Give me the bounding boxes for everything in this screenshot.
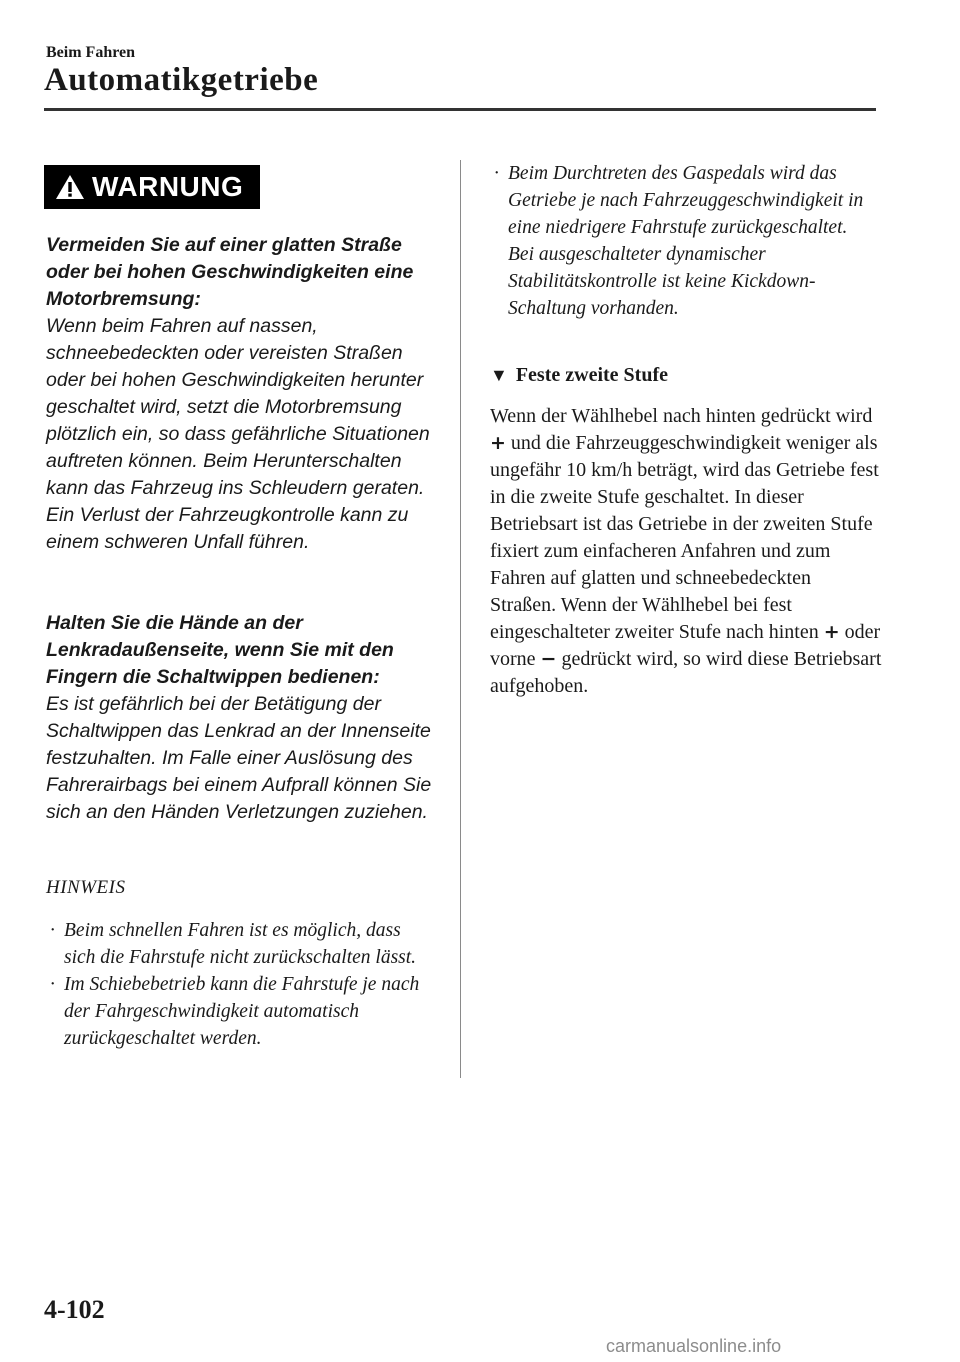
bullet-icon: · — [50, 920, 55, 941]
bullet-icon: · — [494, 163, 499, 184]
body-part-4: gedrückt wird, so wird diese Betriebsart aufgehoben. — [490, 648, 882, 697]
minus-icon: − — [540, 648, 557, 670]
section-heading — [490, 364, 668, 387]
body-part-1: Wenn der Wählhebel nach hinten gedrückt wird — [490, 405, 873, 427]
warning-block-1 — [46, 232, 446, 556]
section-body — [490, 403, 882, 700]
warning-body-2: Es ist gefährlich bei der Betätigung der Schaltwippen das Lenkrad an der Innenseite festzuhalten. Im Falle einer Auslösung des Fahrerairbags bei einem Aufprall können Sie sich an den Händen Verletzungen zuziehen. — [46, 693, 432, 823]
note-text-1: Beim schnellen Fahren ist es möglich, dass sich die Fahrstufe nicht zurückschalten lässt. — [64, 920, 417, 968]
warning-triangle-icon — [52, 165, 88, 209]
watermark: carmanualsonline.info — [606, 1336, 782, 1356]
hinweis-label: HINWEIS — [46, 877, 126, 898]
column-divider — [460, 160, 461, 1078]
section-heading-text: Feste zweite Stufe — [515, 364, 668, 386]
warning-body-1: Wenn beim Fahren auf nassen, schneebedeckten oder vereisten Straßen oder bei hohen Geschwindigkeiten herunter geschaltet wird, setzt die Motorbremsung plötzlich ein, so dass gefährliche Situationen auftreten können. Beim Herunterschalten kann das Fahrzeug ins Schleudern geraten. Ein Verlust der Fahrzeugkontrolle kann zu einem schweren Unfall führen. — [46, 315, 430, 553]
note-text-2: Im Schiebebetrieb kann die Fahrstufe je nach der Fahrgeschwindigkeit automatisch zurückgeschaltet werden. — [64, 974, 420, 1049]
bullet-icon: · — [50, 974, 55, 995]
hinweis-list-continued — [490, 160, 875, 322]
plus-icon: + — [823, 621, 840, 643]
warning-block-2 — [46, 610, 446, 826]
page-title: Automatikgetriebe — [44, 62, 319, 98]
section-label: Beim Fahren — [46, 44, 136, 61]
triangle-down-icon: ▼ — [490, 365, 508, 385]
body-part-2: und die Fahrzeuggeschwindigkeit weniger als ungefähr 10 km/h beträgt, wird das Getriebe fest in die zweite Stufe geschaltet. In dieser Betriebsart ist das Getriebe in der zweiten Stufe fixiert zum einfacheren Anfahren und zum Fahren auf glatten und schneebedeckten Straßen. Wenn der Wählhebel bei fest eingeschalteter zweiter Stufe nach hinten — [490, 432, 879, 643]
warning-label: WARNUNG — [92, 171, 244, 202]
warning-heading-1: Vermeiden Sie auf einer glatten Straße oder bei hohen Geschwindigkeiten eine Motorbremsung: — [46, 234, 414, 310]
warning-badge — [44, 165, 260, 209]
list-item — [490, 160, 875, 322]
list-item — [46, 917, 436, 971]
plus-icon: + — [490, 432, 506, 454]
body-part-3: oder vorne — [490, 621, 881, 670]
warning-heading-2: Halten Sie die Hände an der Lenkradaußenseite, wenn Sie mit den Fingern die Schaltwippen bedienen: — [46, 612, 394, 688]
page-number: 4-102 — [44, 1295, 105, 1324]
list-item — [46, 971, 436, 1052]
hinweis-list — [46, 917, 436, 1052]
note-text-3: Beim Durchtreten des Gaspedals wird das Getriebe je nach Fahrzeuggeschwindigkeit in eine niedrigere Fahrstufe zurückgeschaltet. Bei ausgeschalteter dynamischer Stabilitätskontrolle ist keine Kickdown-Schaltung vorhanden. — [508, 163, 864, 319]
title-rule — [44, 108, 876, 111]
